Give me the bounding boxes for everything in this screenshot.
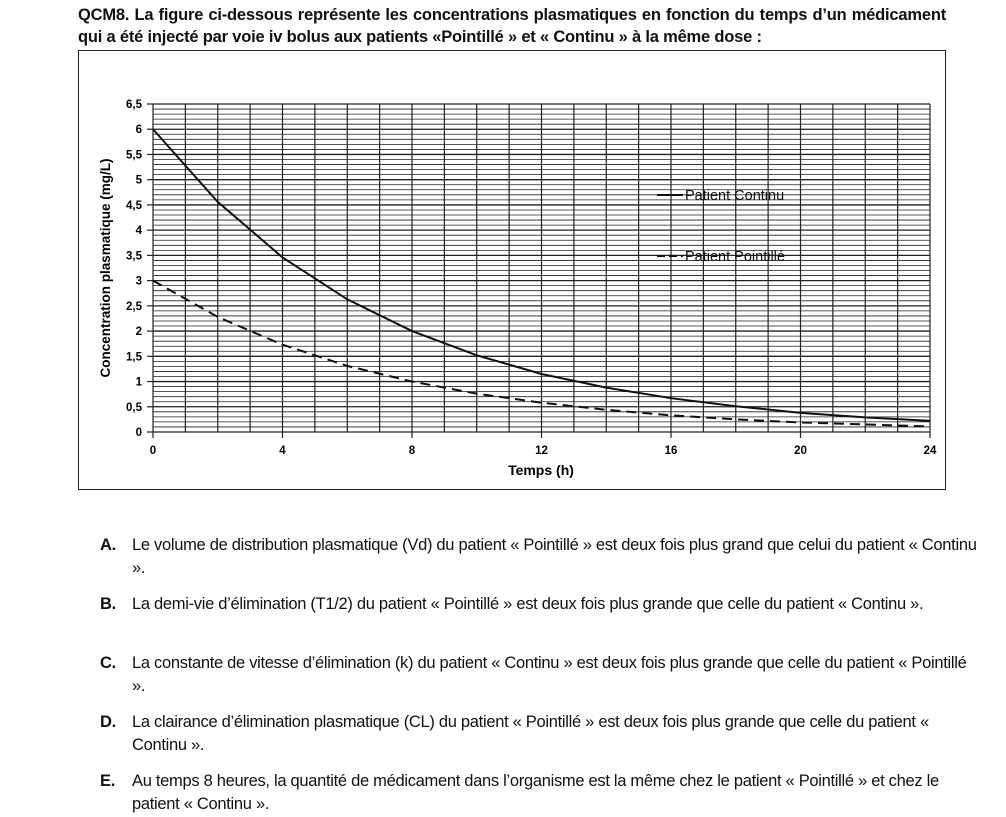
y-tick-label: 1 <box>135 376 142 389</box>
y-tick-label: 0,5 <box>126 401 142 414</box>
legend-label: Patient Pointillé <box>685 249 785 265</box>
x-tick-label: 16 <box>664 445 678 457</box>
y-tick-label: 3 <box>135 275 142 288</box>
x-axis-label: Temps (h) <box>508 462 574 478</box>
x-tick-label: 4 <box>279 445 286 457</box>
y-tick-label: 5 <box>135 174 142 187</box>
option-letter: B. <box>100 595 116 613</box>
legend-label: Patient Continu <box>685 188 785 204</box>
y-tick-label: 6,5 <box>126 99 142 111</box>
answer-option[interactable] <box>100 534 980 580</box>
y-axis-label: Concentration plasmatique (mg/L) <box>98 158 113 378</box>
x-tick-label: 20 <box>794 445 807 457</box>
option-letter: D. <box>100 713 116 731</box>
y-tick-label: 2 <box>135 326 142 339</box>
option-text: Le volume de distribution plasmatique (Vd) du patient « Pointillé » est deux fois plus grand que celui du patient « Continu ». <box>132 536 977 577</box>
y-tick-label: 5,5 <box>126 149 142 162</box>
answer-option[interactable] <box>100 711 980 757</box>
option-text: La clairance d’élimination plasmatique (CL) du patient « Pointillé » est deux fois plus grande que celle du patient « Continu ». <box>132 713 929 754</box>
y-tick-label: 2,5 <box>126 300 142 313</box>
y-tick-label: 3,5 <box>126 250 142 263</box>
option-text: La constante de vitesse d’élimination (k) du patient « Continu » est deux fois plus grande que celle du patient « Pointillé ». <box>132 654 967 695</box>
y-tick-label: 6 <box>135 124 142 137</box>
x-tick-label: 0 <box>149 445 157 457</box>
y-tick-label: 1,5 <box>126 351 142 364</box>
x-tick-label: 12 <box>535 445 548 457</box>
question-title: QCM8. La figure ci-dessous représente les concentrations plasmatiques en fonction du temps d’un médicament qui a été injecté par voie iv bolus aux patients «Pointillé » et « Continu » à la même dose : <box>78 6 946 46</box>
answer-option[interactable] <box>100 593 980 616</box>
option-letter: A. <box>100 536 116 554</box>
y-tick-label: 0 <box>135 427 142 439</box>
y-tick-label: 4 <box>135 225 142 238</box>
answer-option[interactable] <box>100 770 980 816</box>
x-tick-label: 24 <box>923 445 937 457</box>
option-text: Au temps 8 heures, la quantité de médicament dans l’organisme est la même chez le patient « Pointillé » et chez le patient « Continu ». <box>132 772 939 813</box>
option-letter: E. <box>100 772 115 790</box>
x-tick-label: 8 <box>408 445 416 457</box>
answer-option[interactable] <box>100 652 980 698</box>
option-letter: C. <box>100 654 116 672</box>
option-text: La demi-vie d’élimination (T1/2) du patient « Pointillé » est deux fois plus grande que celle du patient « Continu ». <box>132 595 924 613</box>
y-tick-label: 4,5 <box>126 199 142 212</box>
